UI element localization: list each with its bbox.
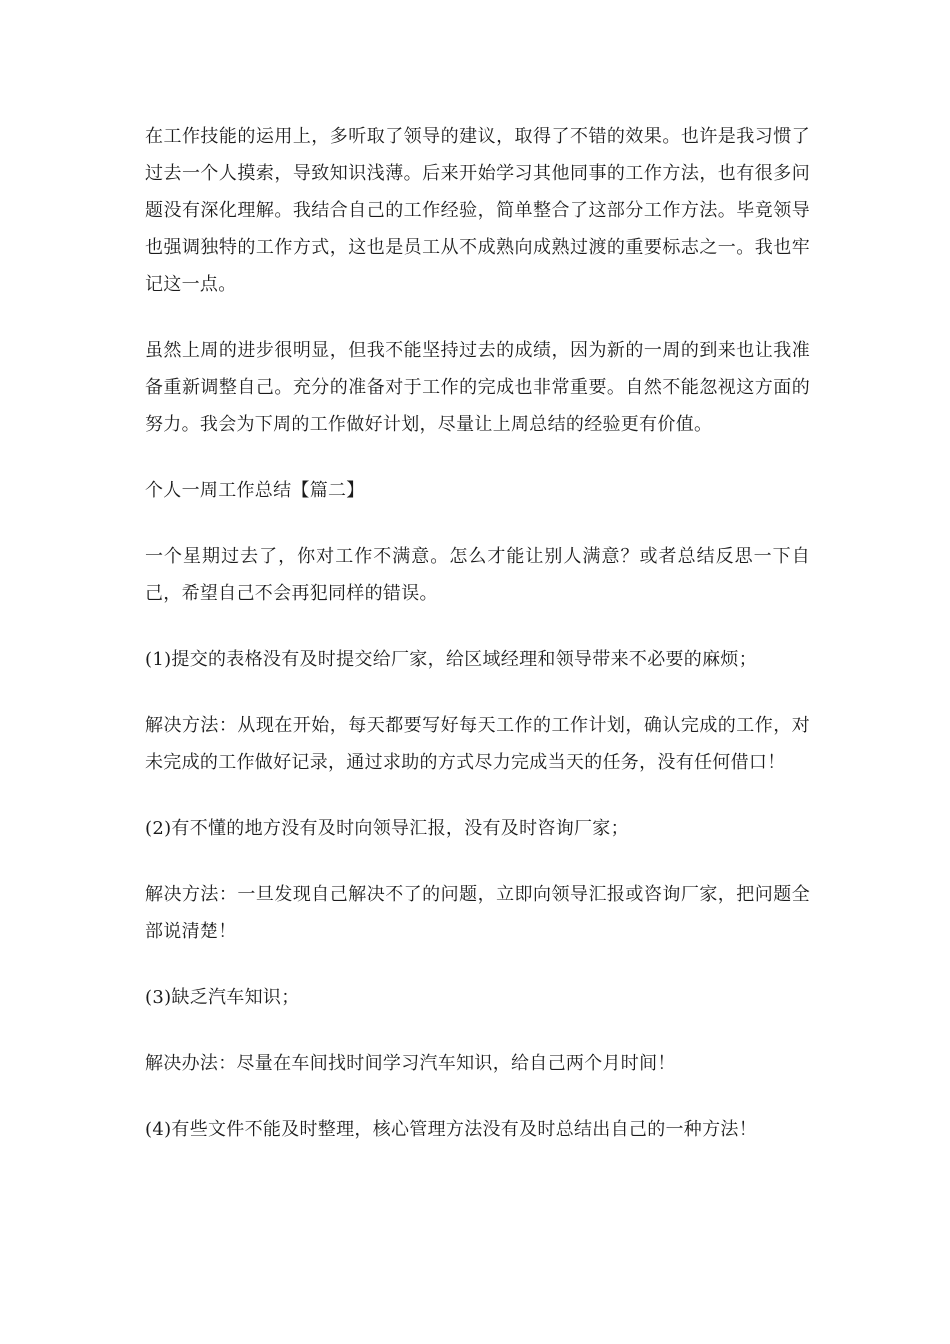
- solution-item-1: 解决方法：从现在开始，每天都要写好每天工作的工作计划，确认完成的工作，对未完成的工作做好记录，通过求助的方式尽力完成当天的任务，没有任何借口！: [145, 715, 810, 773]
- solution-item-2: 解决方法：一旦发现自己解决不了的问题，立即向领导汇报或咨询厂家，把问题全部说清楚！: [145, 884, 810, 942]
- document-body: [145, 118, 810, 1177]
- issue-item-2: (2)有不懂的地方没有及时向领导汇报，没有及时咨询厂家；: [145, 818, 629, 839]
- solution-item-3: 解决办法：尽量在车间找时间学习汽车知识，给自己两个月时间！: [145, 1053, 676, 1074]
- issue-item-3: (3)缺乏汽车知识；: [145, 987, 300, 1008]
- paragraph-work-skills: 在工作技能的运用上，多听取了领导的建议，取得了不错的效果。也许是我习惯了过去一个人摸索，导致知识浅薄。后来开始学习其他同事的工作方法，也有很多问题没有深化理解。我结合自己的工作经验，简单整合了这部分工作方法。毕竟领导也强调独特的工作方式，这也是员工从不成熟向成熟过渡的重要标志之一。我也牢记这一点。: [145, 126, 810, 295]
- paragraph-week-reflection: 一个星期过去了，你对工作不满意。怎么才能让别人满意？或者总结反思一下自己，希望自己不会再犯同样的错误。: [145, 546, 810, 604]
- issue-item-4: (4)有些文件不能及时整理，核心管理方法没有及时总结出自己的一种方法！: [145, 1119, 757, 1140]
- issue-item-1: (1)提交的表格没有及时提交给厂家，给区域经理和领导带来不必要的麻烦；: [145, 649, 757, 670]
- section-heading-part-two: 个人一周工作总结【篇二】: [145, 480, 365, 501]
- paragraph-last-week-progress: 虽然上周的进步很明显，但我不能坚持过去的成绩，因为新的一周的到来也让我准备重新调整自己。充分的准备对于工作的完成也非常重要。自然不能忽视这方面的努力。我会为下周的工作做好计划，尽量让上周总结的经验更有价值。: [145, 340, 810, 435]
